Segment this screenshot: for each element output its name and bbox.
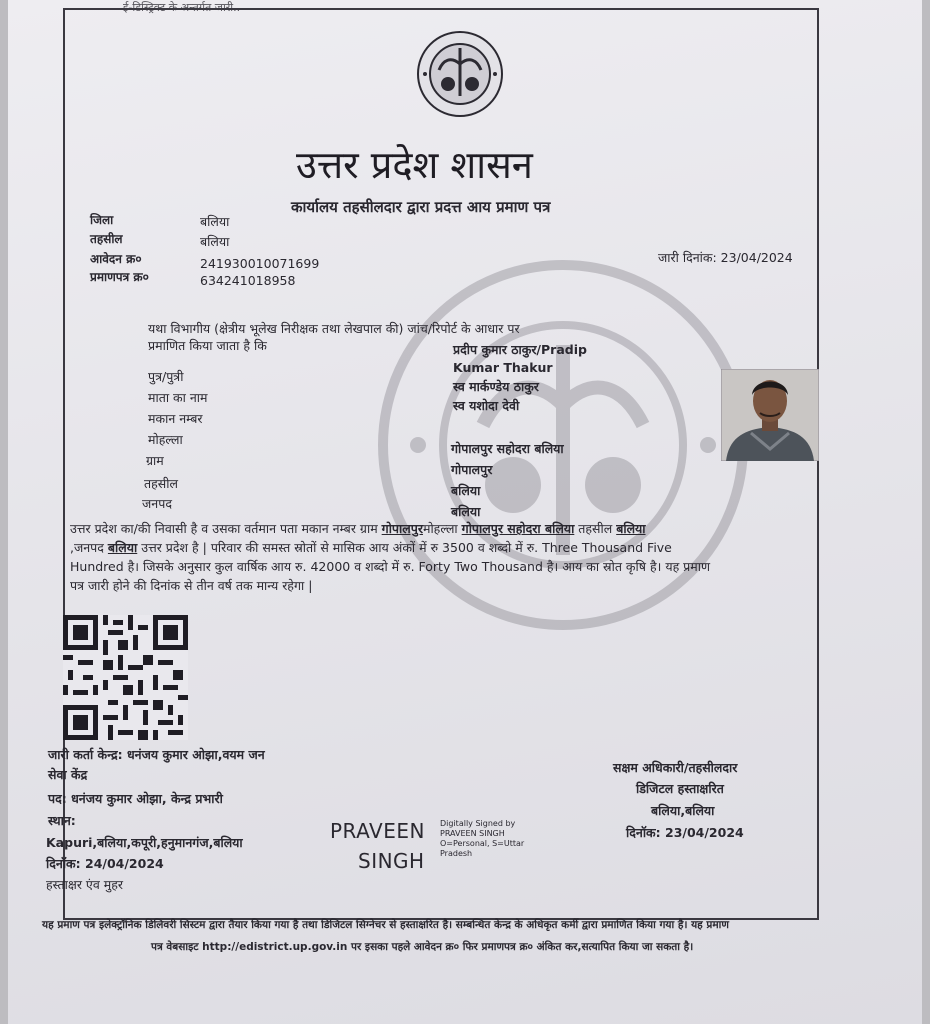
- village-underlined: गोपालपुर: [381, 521, 423, 536]
- certificate-number: 634241018958: [200, 273, 296, 288]
- digi-sign-line: PRAVEEN SINGH: [440, 829, 505, 838]
- certificate-subtitle: कार्यालय तहसीलदार द्वारा प्रदत्त आय प्रमाण पत्र: [291, 198, 551, 216]
- place-value: Kapuri,बलिया,कपूरी,हनुमानगंज,बलिया: [46, 835, 243, 850]
- tehsil-row-label: तहसील: [144, 476, 178, 491]
- district-value: बलिया: [200, 214, 230, 229]
- applicant-name-line-2: Kumar Thakur: [453, 360, 553, 375]
- applicant-name-line-1: प्रदीप कुमार ठाकुर/Pradip: [453, 342, 587, 357]
- intro-line-1: यथा विभागीय (क्षेत्रीय भूलेख निरीक्षक तथा लेखपाल की) जांच/रिपोर्ट के आधार पर: [148, 321, 520, 336]
- tehsil-underlined: बलिया: [616, 521, 646, 536]
- body-line-2: [70, 538, 672, 557]
- application-number: 241930010071699: [200, 256, 320, 271]
- up-government-emblem: [411, 30, 509, 118]
- authority-place: बलिया,बलिया: [651, 803, 715, 818]
- village-label: ग्राम: [146, 453, 164, 468]
- applicant-photo: [721, 369, 819, 461]
- page-title: उत्तर प्रदेश शासन: [296, 143, 533, 187]
- issuer-date: दिनॉक: 24/04/2024: [46, 856, 164, 871]
- mother-label: माता का नाम: [148, 390, 208, 405]
- digi-sign-line: Pradesh: [440, 849, 473, 858]
- body-line-4: पत्र जारी होने की दिनांक से तीन वर्ष तक मान्य रहेगा |: [70, 578, 313, 593]
- mother-name: स्व यशोदा देवी: [453, 398, 520, 413]
- mohalla-label: मोहल्ला: [148, 432, 183, 447]
- mohalla-value: गोपालपुर सहोदरा बलिया: [451, 441, 564, 456]
- district-underlined: बलिया: [107, 540, 138, 555]
- issuing-center: जारी कर्ता केन्द्र: धनंजय कुमार ओझा,वयम जन: [48, 747, 265, 762]
- body-text: उत्तर प्रदेश का/की निवासी है व उसका वर्तमान पता मकान नम्बर ग्राम: [70, 521, 382, 536]
- signature-seal-label: हस्ताक्षर एंव मुहर: [46, 877, 123, 892]
- certificate-sheet: [8, 0, 922, 1024]
- digi-sign-line: O=Personal, S=Uttar: [440, 839, 525, 848]
- authority-date: दिनॉक: 23/04/2024: [626, 825, 744, 840]
- digi-sign-line: Digitally Signed by: [440, 819, 516, 828]
- footer-line-2: पत्र वेबसाइट http://edistrict.up.gov.in पर इसका पहले आवेदन क्र० फिर प्रमाणपत्र क्र० अंकित कर,सत्यापित किया जा सकता है।: [151, 941, 694, 953]
- body-text: उत्तर प्रदेश है | परिवार की समस्त स्रोतों से मासिक आय अंकों में रु 3500 व शब्दो में रु. Three Thousand Five: [137, 540, 672, 555]
- body-line-1: [70, 519, 646, 538]
- district-row-label: जनपद: [142, 496, 172, 511]
- village-value: गोपालपुर: [451, 462, 493, 477]
- place-label: स्थान:: [48, 813, 76, 828]
- qr-code: [63, 615, 188, 740]
- body-line-3: Hundred है। जिसके अनुसार कुल वार्षिक आय रु. 42000 व शब्दो में रु. Forty Two Thousand है। आय का स्रोत कृषि है। यह प्रमाण: [70, 559, 711, 574]
- mohalla-underlined: गोपालपुर सहोदरा बलिया: [461, 521, 575, 536]
- body-text: मोहल्ला: [422, 521, 462, 536]
- issuer-post: पद: धनंजय कुमार ओझा, केन्द्र प्रभारी: [48, 791, 223, 806]
- house-label: मकान नम्बर: [148, 411, 203, 426]
- signer-name-line-1: PRAVEEN: [330, 819, 425, 843]
- issuing-center-line-2: सेवा केंद्र: [48, 767, 88, 782]
- tehsil-label: तहसील: [90, 232, 123, 246]
- footer-line-1: यह प्रमाण पत्र इलेक्ट्रॉनिक डिलिवरी सिस्टम द्वारा तैयार किया गया है तथा डिजिटल सिग्नेचर से हस्ताक्षरित है। सम्बन्धित केन्द्र के अधिकृत कर्मी द्वारा प्रमाणित किया गया है। यह प्रमाण: [42, 919, 729, 931]
- digital-signature-details: [440, 819, 550, 859]
- top-note: ई-डिस्ट्रिक्ट के अन्तर्गत जारी..: [123, 1, 241, 14]
- tehsil-value: बलिया: [200, 234, 230, 249]
- authority-title: सक्षम अधिकारी/तहसीलदार: [613, 760, 738, 775]
- district-label: जिला: [90, 213, 114, 227]
- signer-name-line-2: SINGH: [358, 849, 425, 873]
- application-label: आवेदन क्र०: [90, 252, 142, 266]
- intro-line-2: प्रमाणित किया जाता है कि: [148, 338, 267, 353]
- father-name: स्व मार्कण्डेय ठाकुर: [453, 379, 539, 394]
- issue-date: जारी दिनांक: 23/04/2024: [658, 250, 793, 265]
- relation-label: पुत्र/पुत्री: [148, 369, 184, 384]
- district-row-value: बलिया: [451, 504, 481, 519]
- tehsil-row-value: बलिया: [451, 483, 481, 498]
- body-text: तहसील: [574, 521, 617, 536]
- digitally-signed-label: डिजिटल हस्ताक्षरित: [636, 781, 724, 796]
- body-text: ,जनपद: [70, 540, 108, 555]
- certificate-label: प्रमाणपत्र क्र०: [90, 270, 149, 284]
